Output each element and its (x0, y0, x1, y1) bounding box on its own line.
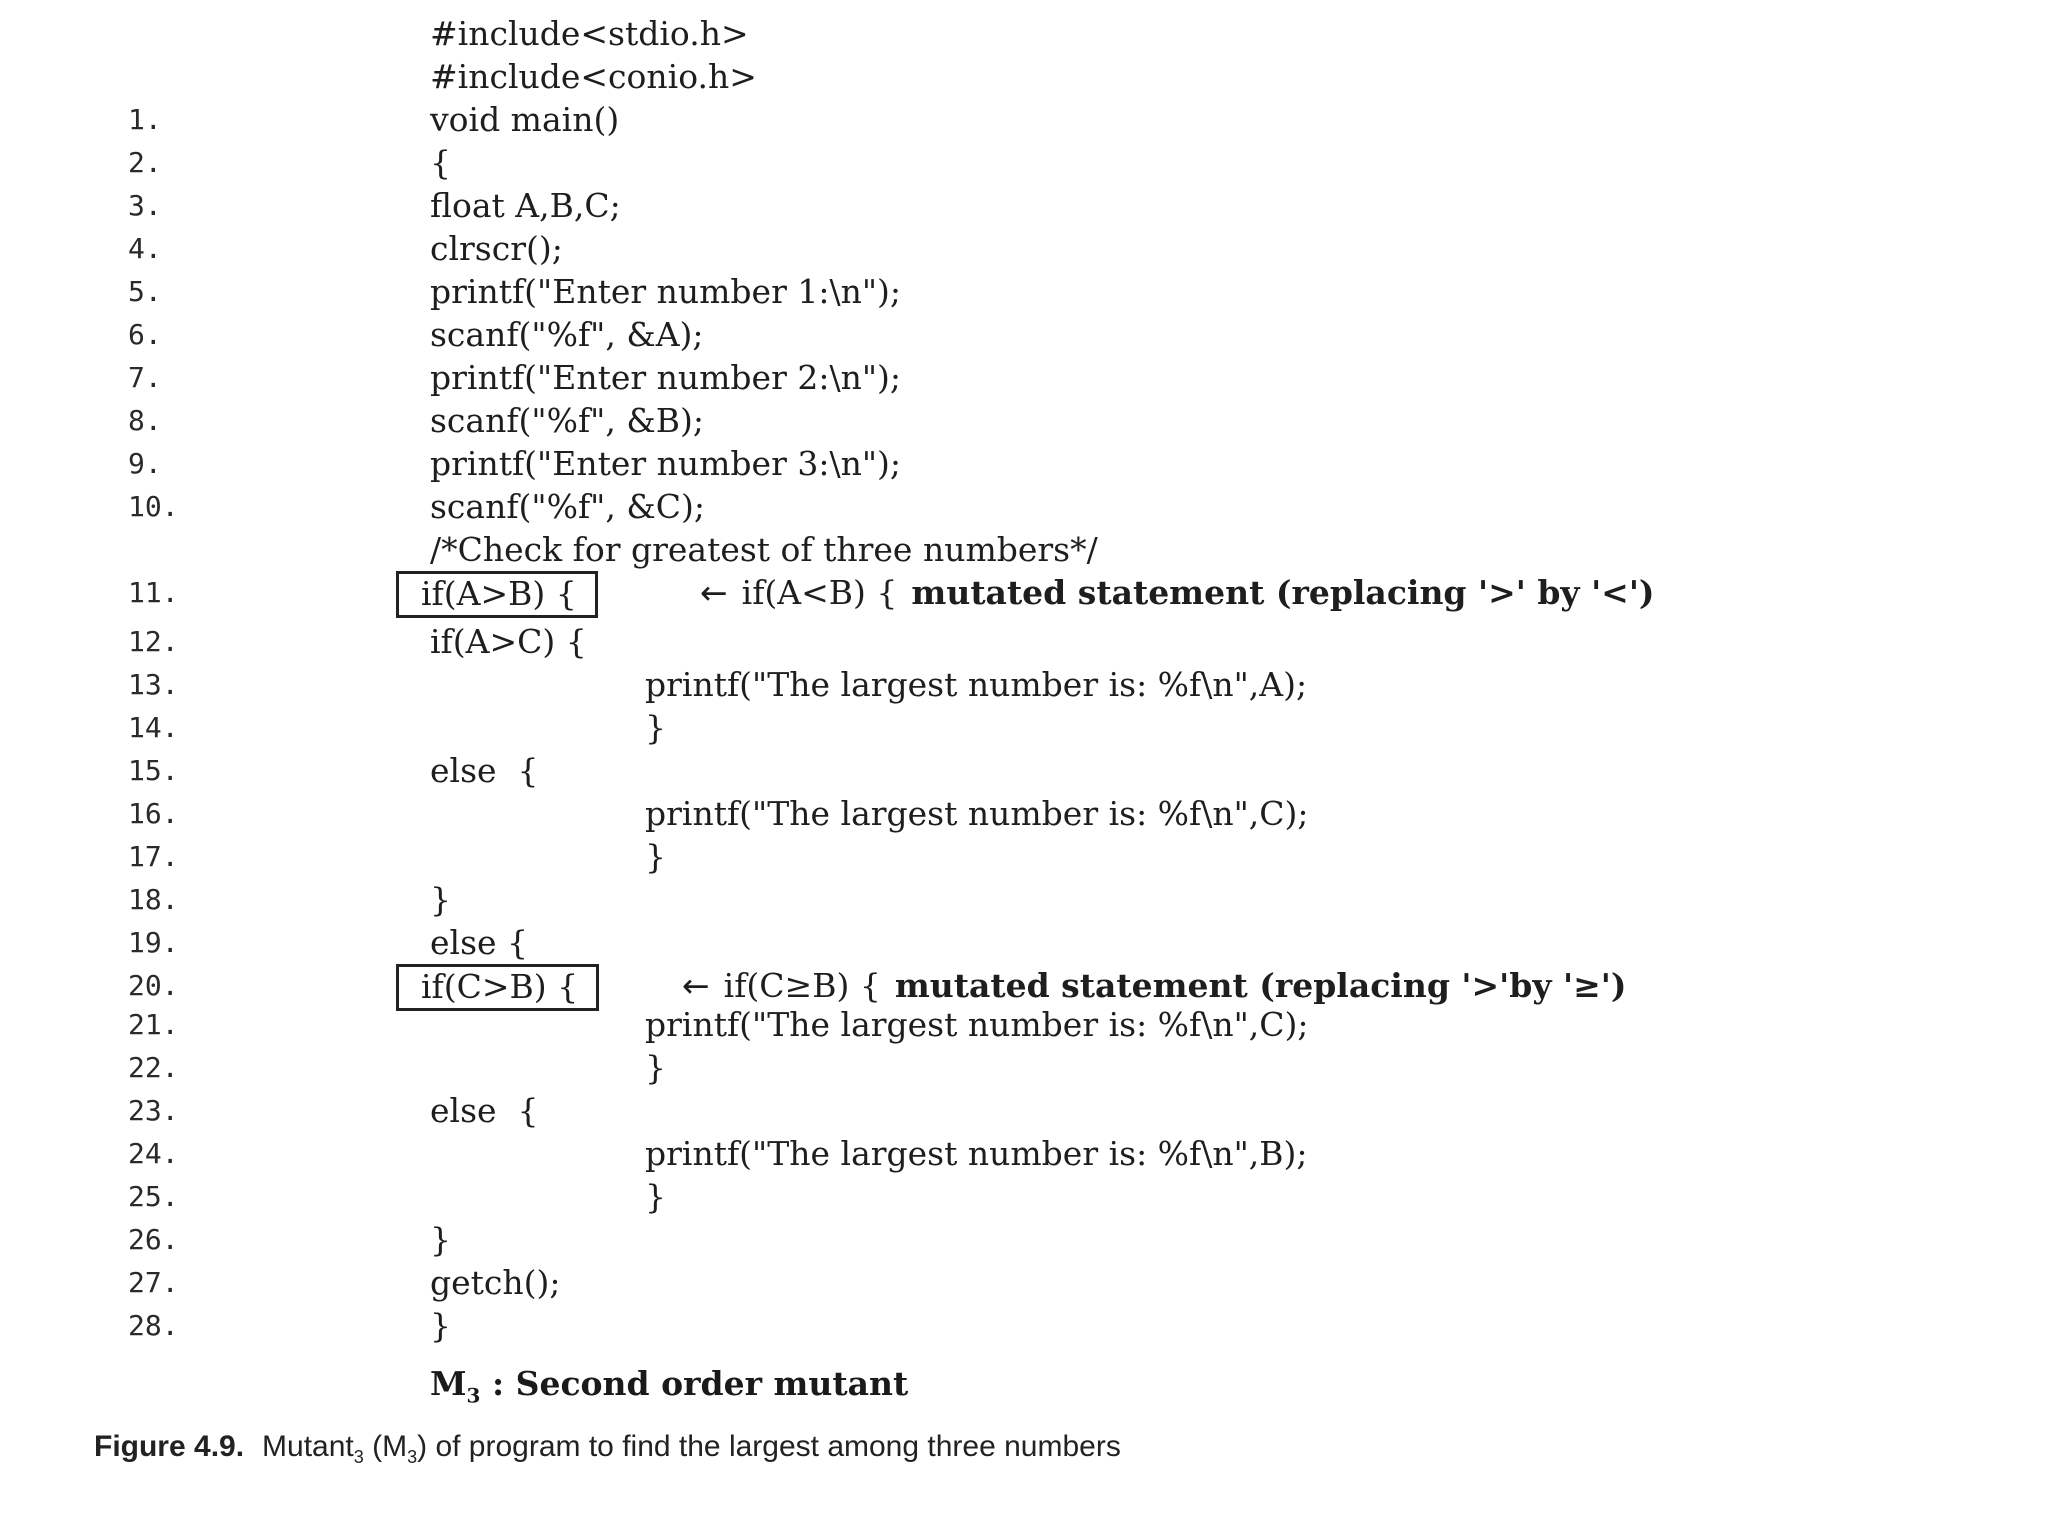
code-text: } (430, 880, 451, 919)
code-text: float A,B,C; (430, 186, 621, 225)
line-number: 23. (128, 1094, 179, 1127)
mutant-label-text: : Second order mutant (480, 1364, 909, 1403)
code-text: void main() (430, 100, 620, 139)
code-line (0, 878, 2048, 921)
code-text: printf("The largest number is: %f\n",C); (645, 1005, 1309, 1044)
code-text: } (645, 837, 666, 876)
code-line (0, 227, 2048, 270)
mutant-label-subscript: 3 (466, 1383, 481, 1408)
code-line (0, 835, 2048, 878)
code-text: scanf("%f", &C); (430, 487, 705, 526)
caption-subscript-1: 3 (353, 1447, 364, 1467)
line-number: 8. (128, 404, 162, 437)
line-number: 9. (128, 447, 162, 480)
mutation-annotation (682, 968, 1626, 1004)
line-number: 17. (128, 840, 179, 873)
line-number: 4. (128, 232, 162, 265)
caption-subscript-2: 3 (407, 1447, 418, 1467)
code-line (0, 1175, 2048, 1218)
line-number: 7. (128, 361, 162, 394)
code-line (0, 663, 2048, 706)
line-number: 6. (128, 318, 162, 351)
code-text: } (430, 1306, 451, 1345)
line-number: 3. (128, 189, 162, 222)
line-number: 28. (128, 1309, 179, 1342)
mutated-code: if(C≥B) { (723, 966, 881, 1005)
mutant-label-prefix: M (430, 1364, 467, 1403)
code-text: } (430, 1220, 451, 1259)
line-number: 5. (128, 275, 162, 308)
code-text: #include<conio.h> (430, 57, 757, 96)
line-number: 2. (128, 146, 162, 179)
line-number: 11. (128, 576, 179, 609)
code-line (0, 485, 2048, 528)
code-text: scanf("%f", &A); (430, 315, 704, 354)
line-number: 1. (128, 103, 162, 136)
line-number: 19. (128, 926, 179, 959)
line-number: 12. (128, 625, 179, 658)
code-line (0, 356, 2048, 399)
code-text: else { (430, 1091, 539, 1130)
code-text: printf("The largest number is: %f\n",C); (645, 794, 1309, 833)
code-text: printf("The largest number is: %f\n",B); (645, 1134, 1308, 1173)
code-line (0, 1218, 2048, 1261)
line-number: 25. (128, 1180, 179, 1213)
code-text: printf("Enter number 3:\n"); (430, 444, 902, 483)
mutated-code: if(A<B) { (741, 573, 898, 612)
code-line (0, 749, 2048, 792)
code-text: printf("The largest number is: %f\n",A); (645, 665, 1308, 704)
code-line (0, 964, 2048, 1007)
code-line (0, 270, 2048, 313)
code-text: printf("Enter number 1:\n"); (430, 272, 902, 311)
code-line (0, 1304, 2048, 1347)
figure-label: Figure 4.9. (94, 1430, 245, 1463)
code-line (0, 1261, 2048, 1304)
caption-text-before: Mutant (262, 1430, 354, 1463)
code-line (0, 98, 2048, 141)
code-line (0, 1003, 2048, 1046)
mutation-description: mutated statement (replacing '>' by '<') (911, 573, 1655, 612)
mutant-label (430, 1364, 908, 1416)
line-number: 15. (128, 754, 179, 787)
line-number: 14. (128, 711, 179, 744)
line-number: 13. (128, 668, 179, 701)
code-text: } (645, 708, 666, 747)
code-text: else { (430, 923, 529, 962)
code-text: scanf("%f", &B); (430, 401, 704, 440)
line-number: 22. (128, 1051, 179, 1084)
line-number: 26. (128, 1223, 179, 1256)
code-line (0, 55, 2048, 98)
line-number: 27. (128, 1266, 179, 1299)
caption-text-after: ) of program to find the largest among three numbers (417, 1430, 1121, 1463)
code-line (0, 313, 2048, 356)
figure-caption (94, 1427, 1121, 1477)
code-text: getch(); (430, 1263, 561, 1302)
code-text: #include<stdio.h> (430, 14, 749, 53)
code-line (0, 528, 2048, 571)
code-text: } (645, 1048, 666, 1087)
code-line (0, 620, 2048, 663)
line-number: 24. (128, 1137, 179, 1170)
code-line (0, 1132, 2048, 1175)
line-number: 20. (128, 969, 179, 1002)
code-line (0, 571, 2048, 614)
arrow-left-icon: ← (682, 966, 710, 1005)
line-number: 16. (128, 797, 179, 830)
original-statement-box: if(A>B) { (396, 571, 598, 618)
code-line (0, 141, 2048, 184)
caption-text-middle: (M (363, 1430, 408, 1463)
original-statement-box: if(C>B) { (396, 964, 599, 1011)
line-number: 10. (128, 490, 179, 523)
code-text: else { (430, 751, 539, 790)
code-text: { (430, 143, 451, 182)
line-number: 18. (128, 883, 179, 916)
code-line (0, 706, 2048, 749)
arrow-left-icon: ← (700, 573, 728, 612)
code-line (0, 1089, 2048, 1132)
line-number: 21. (128, 1008, 179, 1041)
code-line (0, 442, 2048, 485)
code-line (0, 184, 2048, 227)
code-text: } (645, 1177, 666, 1216)
code-text: if(A>C) { (430, 622, 587, 661)
code-text: printf("Enter number 2:\n"); (430, 358, 902, 397)
code-line (0, 792, 2048, 835)
code-line (0, 399, 2048, 442)
code-line (0, 921, 2048, 964)
code-text: /*Check for greatest of three numbers*/ (430, 530, 1098, 569)
code-line (0, 12, 2048, 55)
code-text: clrscr(); (430, 229, 563, 268)
mutation-description: mutated statement (replacing '>'by '≥') (894, 966, 1627, 1005)
mutation-annotation (700, 575, 1655, 611)
code-line (0, 1046, 2048, 1089)
